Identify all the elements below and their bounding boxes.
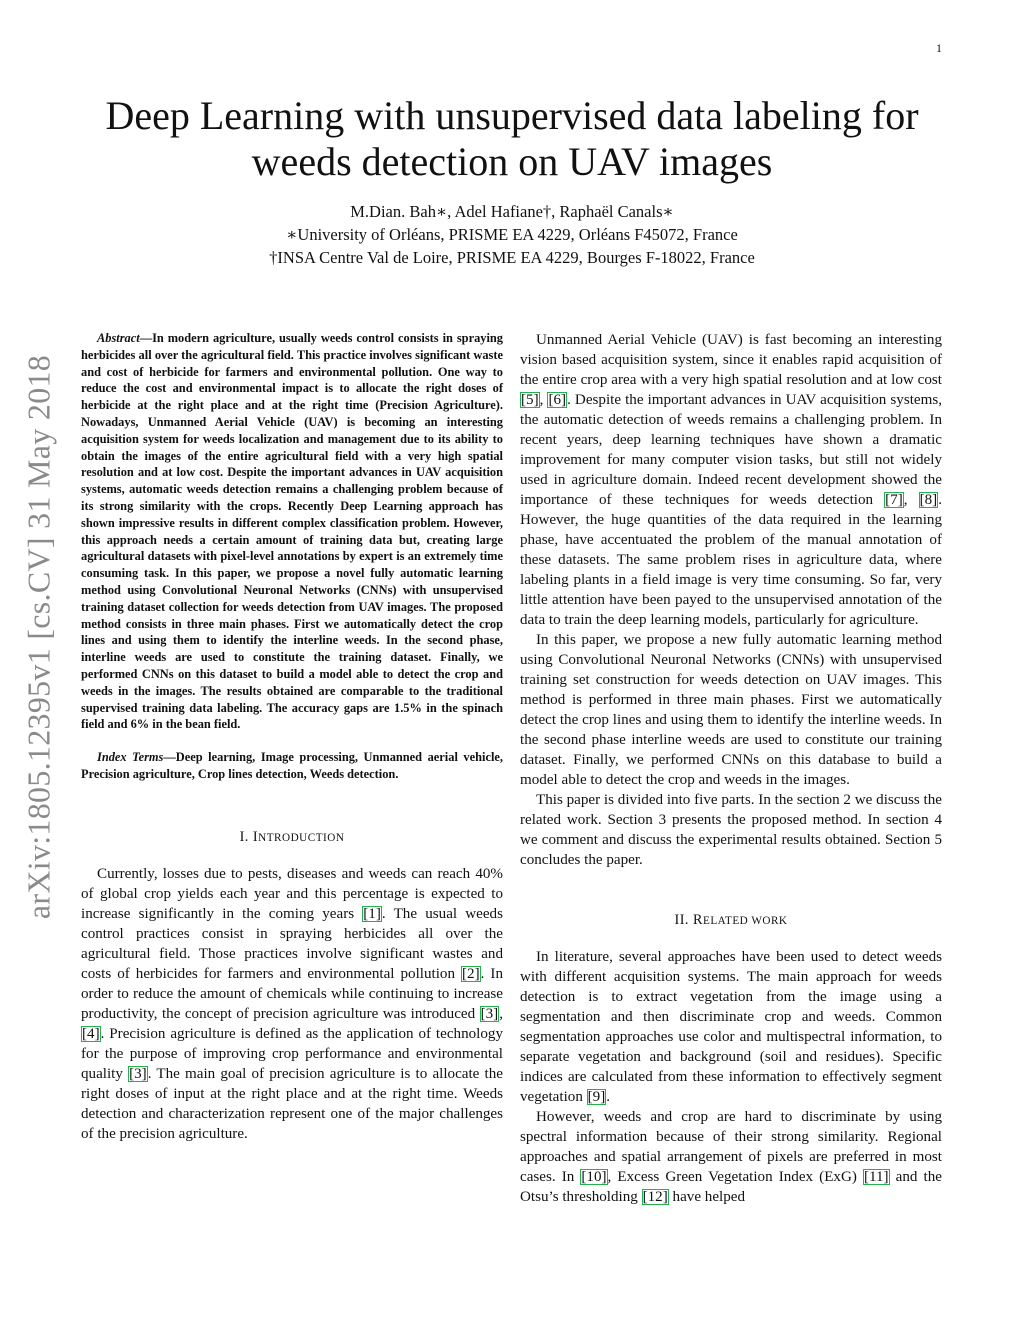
title-line-1: Deep Learning with unsupervised data labeling for [105, 93, 919, 138]
arxiv-watermark [4, 327, 74, 947]
abstract-text: —In modern agriculture, usually weeds control consists in spraying herbicides all over the agricultural field. This practice involves significant waste and cost of herbicide for farmers and environmental pollution. One way to reduce the cost and environmental impact is to allocate the right doses of herbicide at the right place and at the right time (Precision Agriculture). Nowadays, Unmanned Aerial Vehicle (UAV) is becoming an interesting acquisition system for weeds localization and management due to its ability to obtain the images of the entire agricultural field with a very high spatial resolution and at low cost. Despite the important advances in UAV acquisition systems, automatic weeds detection remains a challenging problem because of its strong similarity with the crops. Recently Deep Learning approach has shown impressive results in different complex classification problem. However, this approach needs a certain amount of training data but, creating large agricultural datasets with pixel-level annotations by expert is an extremely time consuming task. In this paper, we propose a novel fully automatic learning method using Convolutional Neuronal Networks (CNNs) with unsupervised training dataset collection for weeds detection from UAV images. The proposed method consists in three main phases. First we automatically detect the crop lines and using them to identify the interline weeds. In the second phase, interline weeds are used to constitute the training dataset. Finally, we performed CNNs on this dataset to build a model able to detect the crop and weeds in the images. The results obtained are comparable to the traditional supervised training data labeling. The accuracy gaps are 1.5% in the spinach field and 6% in the bean field. [81, 331, 503, 732]
citation-link[interactable]: [5] [521, 392, 539, 408]
index-terms-label: Index Terms [97, 750, 164, 765]
paper-title [60, 93, 964, 185]
title-line-2: weeds detection on UAV images [251, 139, 773, 184]
abstract-label: Abstract [97, 331, 140, 345]
citation-link[interactable]: [3] [129, 1065, 147, 1082]
section-heading-related-work: II. RELATED WORK [674, 912, 788, 928]
citation-link[interactable]: [6] [548, 392, 567, 408]
affiliation-2: †INSA Centre Val de Loire, PRISME EA 4229, Bourges F-18022, France [269, 248, 755, 267]
affiliation-1: ∗University of Orléans, PRISME EA 4229, Orléans F45072, France [286, 225, 738, 244]
left-column [81, 330, 503, 1144]
citation-link[interactable]: [4] [82, 1025, 100, 1042]
abstract [81, 330, 503, 733]
citation-link[interactable]: [9] [587, 1089, 606, 1105]
related-work-paragraph-1: In literature, several approaches have been used to detect weeds with different acquisition systems. The main approach for weeds detection is to extract vegetation from the image using a segmentation and then discriminate crop and weeds. Common segmentation approaches use color and multispectral information, to separate vegetation and background (soil and residues). Specific indices are calculated from these information to effectively segment vegetation [9]. [520, 949, 942, 1105]
author-names: M.Dian. Bah∗, Adel Hafiane†, Raphaël Canals∗ [350, 202, 674, 221]
intro-paragraph: Currently, losses due to pests, diseases and weeds can reach 40% of global crop yields each year and this percentage is expected to increase significantly in the coming years [1]. The usual weeds control practices consist in spraying herbicides all over the agricultural field. Those practices involve significant wastes and costs of herbicides for farmers and environmental pollution [2]. In order to reduce the amount of chemicals while continuing to increase productivity, the concept of precision agriculture was introduced [3], [4]. Precision agriculture is defined as the application of technology for the purpose of improving crop performance and environmental quality [3]. The main goal of precision agriculture is to allocate the right doses of input at the right place and at the right time. Weeds detection and characterization represent one of the major challenges of the precision agriculture. [81, 865, 503, 1142]
citation-link[interactable]: [11] [863, 1169, 889, 1185]
section-heading-introduction: I. INTRODUCTION [239, 828, 345, 845]
citation-link[interactable]: [7] [885, 492, 903, 508]
index-terms [81, 749, 503, 783]
related-work-paragraph-2: However, weeds and crop are hard to discriminate by using spectral information because of their strong similarity. Regional approaches and spatial arrangement of pixels are preferred in most cases. In [10], Excess Green Vegetation Index (ExG) [11] and the Otsu’s thresholding [12] have helped [520, 1109, 942, 1205]
page-number: 1 [936, 41, 942, 55]
citation-link[interactable]: [3] [480, 1005, 499, 1022]
citation-link[interactable]: [1] [363, 905, 381, 922]
method-paragraph: In this paper, we propose a new fully automatic learning method using Convolutional Neuronal Networks (CNNs) with unsupervised training set construction for weeds detection on UAV images. This method is performed in three main phases. First we automatically detect the crop lines and using them to identify the interline weeds. In the second phase interline weeds are used to constitute our training dataset. Finally, we performed CNNs on this database to build a model able to detect the crop and weeds in the images. [520, 632, 942, 788]
citation-link[interactable]: [10] [581, 1169, 607, 1185]
outline-paragraph: This paper is divided into five parts. In the section 2 we discuss the related work. Section 3 presents the proposed method. In section 4 we comment and discuss the experimental results obtained. Section 5 concludes the paper. [520, 792, 942, 868]
uav-paragraph: Unmanned Aerial Vehicle (UAV) is fast becoming an interesting vision based acquisition system, since it enables rapid acquisition of the entire crop area with a very high spatial resolution and at low cost [5], [6]. Despite the important advances in UAV acquisition systems, the automatic detection of weeds remains a challenging problem. In recent years, deep learning techniques have shown a dramatic improvement for many computer vision tasks, but still not widely used in agriculture domain. Indeed recent development showed the importance of these techniques for weeds detection [7], [8]. However, the huge quantities of the data required in the learning phase, have accentuated the problem of the manual annotation of these datasets. The same problem rises in agriculture data, where labeling plants in a field image is very time consuming. So far, very little attention have been payed to the unsupervised annotation of the data to train the deep learning models, particularly for agriculture. [520, 332, 943, 628]
citation-link[interactable]: [12] [642, 1189, 668, 1205]
author-block [60, 200, 964, 269]
arxiv-identifier: arXiv:1805.12395v1 [cs.CV] 31 May 2018 [20, 354, 57, 920]
citation-link[interactable]: [2] [462, 965, 480, 982]
right-column [520, 330, 942, 1207]
index-terms-text: —Deep learning, Image processing, Unmanned aerial vehicle, Precision agriculture, Crop lines detection, Weeds detection. [81, 750, 503, 781]
citation-link[interactable]: [8] [919, 492, 938, 508]
